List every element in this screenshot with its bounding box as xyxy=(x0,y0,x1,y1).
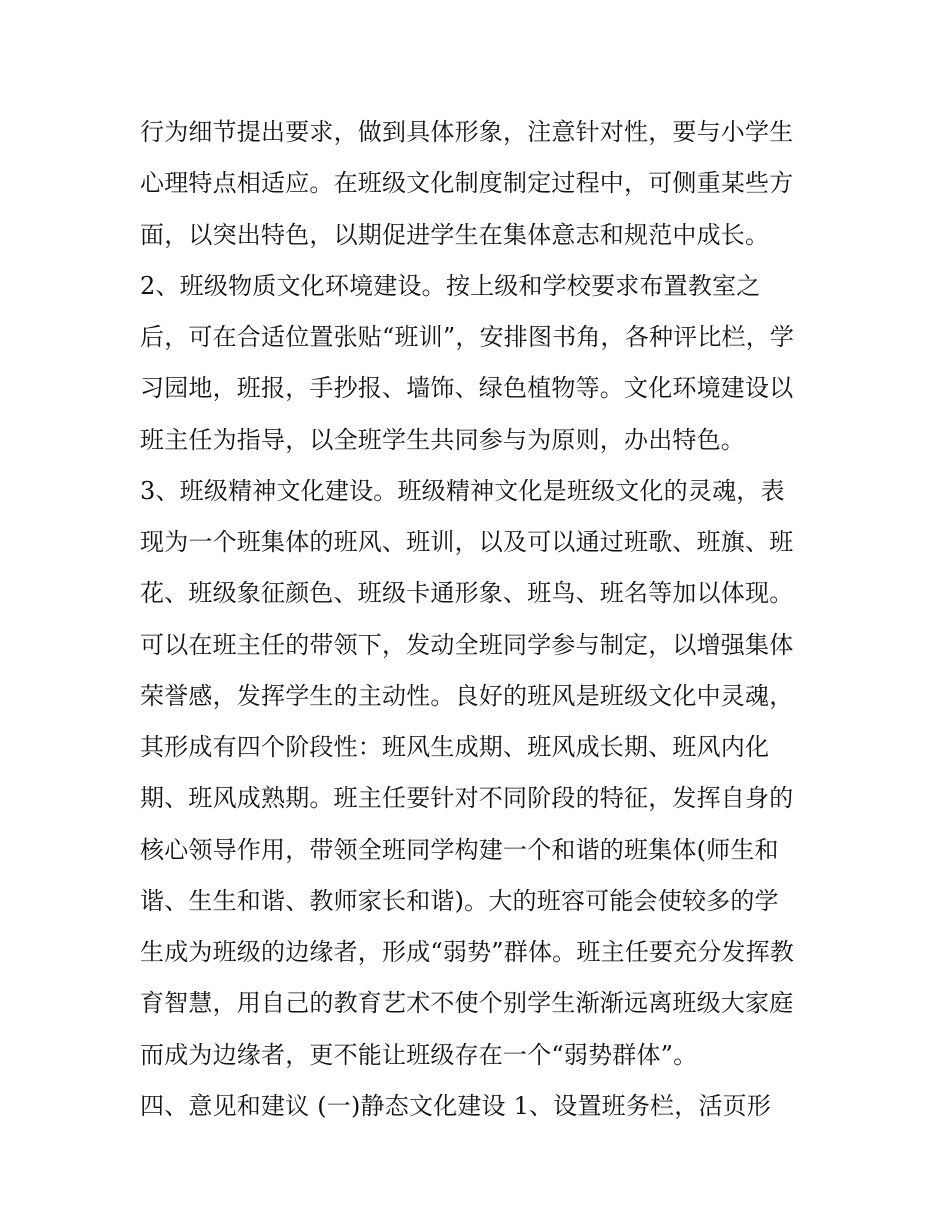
text-line: 而成为边缘者，更不能让班级存在一个“弱势群体”。 xyxy=(140,1040,698,1069)
text-line: 后，可在合适位置张贴“班训”，安排图书角，各种评比栏，学 xyxy=(140,323,795,351)
text-line: 其形成有四个阶段性：班风生成期、班风成长期、班风内化 xyxy=(140,733,770,761)
text-line: 行为细节提出要求，做到具体形象，注意针对性，要与小学生 xyxy=(140,118,794,146)
text-line: 育智慧，用自己的教育艺术不使个别学生渐渐远离班级大家庭 xyxy=(140,989,794,1018)
text-line: 面，以突出特色，以期促进学生在集体意志和规范中成长。 xyxy=(140,220,770,249)
text-line: 荣誉感，发挥学生的主动性。良好的班风是班级文化中灵魂， xyxy=(140,681,794,710)
text-line: 谐、生生和谐、教师家长和谐)。大的班容可能会使较多的学 xyxy=(140,886,779,915)
text-line: 期、班风成熟期。班主任要针对不同阶段的特征，发挥自身的 xyxy=(140,784,794,813)
text-line: 核心领导作用，带领全班同学构建一个和谐的班集体(师生和 xyxy=(140,835,779,864)
text-line: 2、班级物质文化环境建设。按上级和学校要求布置教室之 xyxy=(140,271,761,300)
text-line: 四、意见和建议 (一)静态文化建设 1、设置班务栏，活页形 xyxy=(140,1091,772,1120)
text-line: 3、班级精神文化建设。班级精神文化是班级文化的灵魂，表 xyxy=(140,476,785,505)
text-line: 花、班级象征颜色、班级卡通形象、班鸟、班名等加以体现。 xyxy=(140,579,794,608)
text-line: 现为一个班集体的班风、班训，以及可以通过班歌、班旗、班 xyxy=(140,528,794,556)
text-line: 生成为班级的边缘者，形成“弱势”群体。班主任要充分发挥教 xyxy=(140,938,795,966)
body-text xyxy=(140,107,830,1132)
text-line: 班主任为指导，以全班学生共同参与为原则，办出特色。 xyxy=(140,425,745,454)
text-line: 可以在班主任的带领下，发动全班同学参与制定，以增强集体 xyxy=(140,630,794,659)
text-line: 心理特点相适应。在班级文化制度制定过程中，可侧重某些方 xyxy=(140,169,794,198)
text-line: 习园地，班报，手抄报、墙饰、绿色植物等。文化环境建设以 xyxy=(140,374,794,403)
